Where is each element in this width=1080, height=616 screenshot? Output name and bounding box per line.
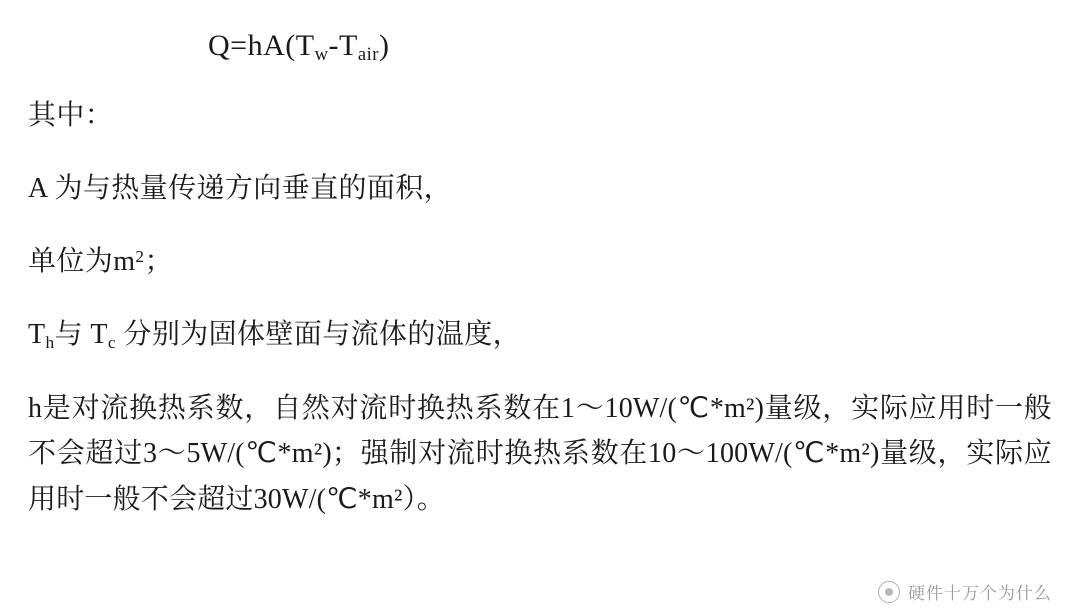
line-temperature-definition bbox=[28, 317, 1052, 354]
temp-subscript-h: h bbox=[45, 332, 55, 352]
temp-symbol-th: T bbox=[28, 318, 46, 350]
temp-conjunction: 与 T bbox=[54, 318, 108, 350]
unit-superscript: 2 bbox=[135, 247, 145, 267]
line-intro: 其中： bbox=[28, 100, 114, 131]
unit-prefix-text: 单位为m bbox=[28, 245, 136, 277]
unit-suffix-text: ； bbox=[144, 245, 173, 277]
paragraph-convection-coefficient: h是对流换热系数，自然对流时换热系数在1～10W/(℃*m²)量级，实际应用时一般不会超过3～5W/(℃*m²)；强制对流时换热系数在10～100W/(℃*m²)量级，实际应用时一般不会超过30W/(℃*m²）。 bbox=[28, 392, 1052, 515]
watermark bbox=[878, 579, 1052, 604]
watermark-text: 硬件十万个为什么 bbox=[908, 584, 1052, 603]
circle-logo-icon bbox=[878, 581, 900, 603]
line-unit bbox=[28, 244, 1052, 281]
line-area-definition: A 为与热量传递方向垂直的面积， bbox=[28, 172, 453, 204]
formula-equation bbox=[208, 28, 1052, 64]
formula-prefix: Q=hA(T bbox=[208, 29, 315, 62]
formula-subscript-air: air bbox=[357, 44, 379, 66]
formula-subscript-w: w bbox=[314, 44, 329, 66]
formula-suffix: ) bbox=[378, 29, 390, 62]
temp-tail-text: 分别为固体壁面与流体的温度， bbox=[116, 318, 522, 350]
temp-subscript-c: c bbox=[107, 332, 117, 352]
formula-middle: -T bbox=[328, 29, 358, 62]
